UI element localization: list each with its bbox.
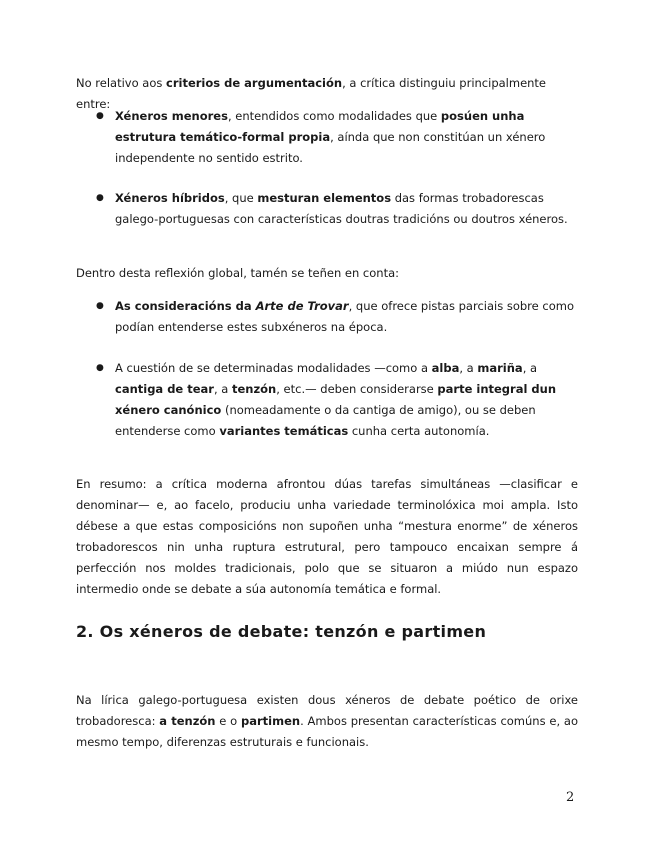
text-run: e o [215, 714, 242, 728]
list-item [96, 188, 578, 230]
text-run: , a [213, 382, 232, 396]
bold-term: mariña [477, 361, 523, 375]
bullet-icon: ● [96, 363, 104, 373]
bold-term: As consideracións da [115, 299, 256, 313]
list-item-text [115, 358, 578, 442]
list-item [96, 106, 578, 169]
section-heading: 2. Os xéneros de debate: tenzón e partimen [76, 622, 487, 641]
bullet-icon: ● [96, 301, 104, 311]
bold-term: cantiga de tear [115, 382, 214, 396]
page-number: 2 [566, 790, 575, 805]
text-run: , aínda que non constitúan un xénero independente no sentido estrito. [115, 130, 546, 165]
bold-term: mesturan elementos [257, 191, 392, 205]
text-run: , a [522, 361, 538, 375]
text-run: , a [459, 361, 478, 375]
bold-term: partimen [241, 714, 301, 728]
text-run: , que ofrece pistas parciais sobre como podían entenderse estes subxéneros na época. [115, 299, 574, 334]
bullet-icon: ● [96, 193, 104, 203]
text-run: A cuestión de se determinadas modalidades —como a [115, 361, 432, 375]
closing-paragraph [76, 690, 578, 753]
text-run: Na lírica galego-portuguesa existen dous xéneros de debate poético de orixe trobadoresca: [76, 693, 578, 728]
text-run: , a crítica distinguiu principalmente entre: [76, 76, 547, 111]
text-run: , que [224, 191, 258, 205]
work-title: Arte de Trovar [255, 299, 349, 313]
list-item-text [115, 106, 578, 169]
bold-term: tenzón [231, 382, 277, 396]
bold-term: a tenzón [159, 714, 216, 728]
list-item [96, 358, 578, 442]
bold-term: alba [431, 361, 460, 375]
list-item [96, 296, 578, 338]
bold-term: variantes temáticas [219, 424, 349, 438]
list-item-text [115, 296, 578, 338]
text-run: cunha certa autonomía. [348, 424, 490, 438]
bold-term: posúen unha estrutura temático-formal propia [115, 109, 525, 144]
text-run: No relativo aos [76, 76, 167, 90]
text-run: , etc.— deben considerarse [276, 382, 438, 396]
bold-term: criterios de argumentación [166, 76, 343, 90]
text-run: das formas trobadorescas galego-portuguesas con características doutras tradicións ou doutros xéneros. [115, 191, 568, 226]
bold-term: Xéneros menores [115, 109, 228, 123]
text-run: , entendidos como modalidades que [227, 109, 441, 123]
text-run: (nomeadamente o da cantiga de amigo), ou se deben entenderse como [115, 403, 536, 438]
bold-term: Xéneros híbridos [115, 191, 225, 205]
summary-paragraph: En resumo: a crítica moderna afrontou dúas tarefas simultáneas —clasificar e denominar— e, ao facelo, produciu unha variedade terminolóxica moi ampla. Isto débese a que estas composicións non supoñen unha “mestura enorme” de xéneros trobadorescos nin unha ruptura estrutural, pero tampouco encaixan sempre á perfección nos moldes tradicionais, polo que se situaron a miúdo nun espazo intermedio onde se debate a súa autonomía temática e formal. [76, 477, 578, 596]
list-item-text [115, 188, 578, 230]
reflection-paragraph: Dentro desta reflexión global, tamén se teñen en conta: [76, 266, 399, 280]
bold-term: parte integral dun xénero canónico [115, 382, 557, 417]
text-run: . Ambos presentan características comúns e, ao mesmo tempo, diferenzas estruturais e funcionais. [76, 714, 578, 749]
bullet-icon: ● [96, 111, 104, 121]
